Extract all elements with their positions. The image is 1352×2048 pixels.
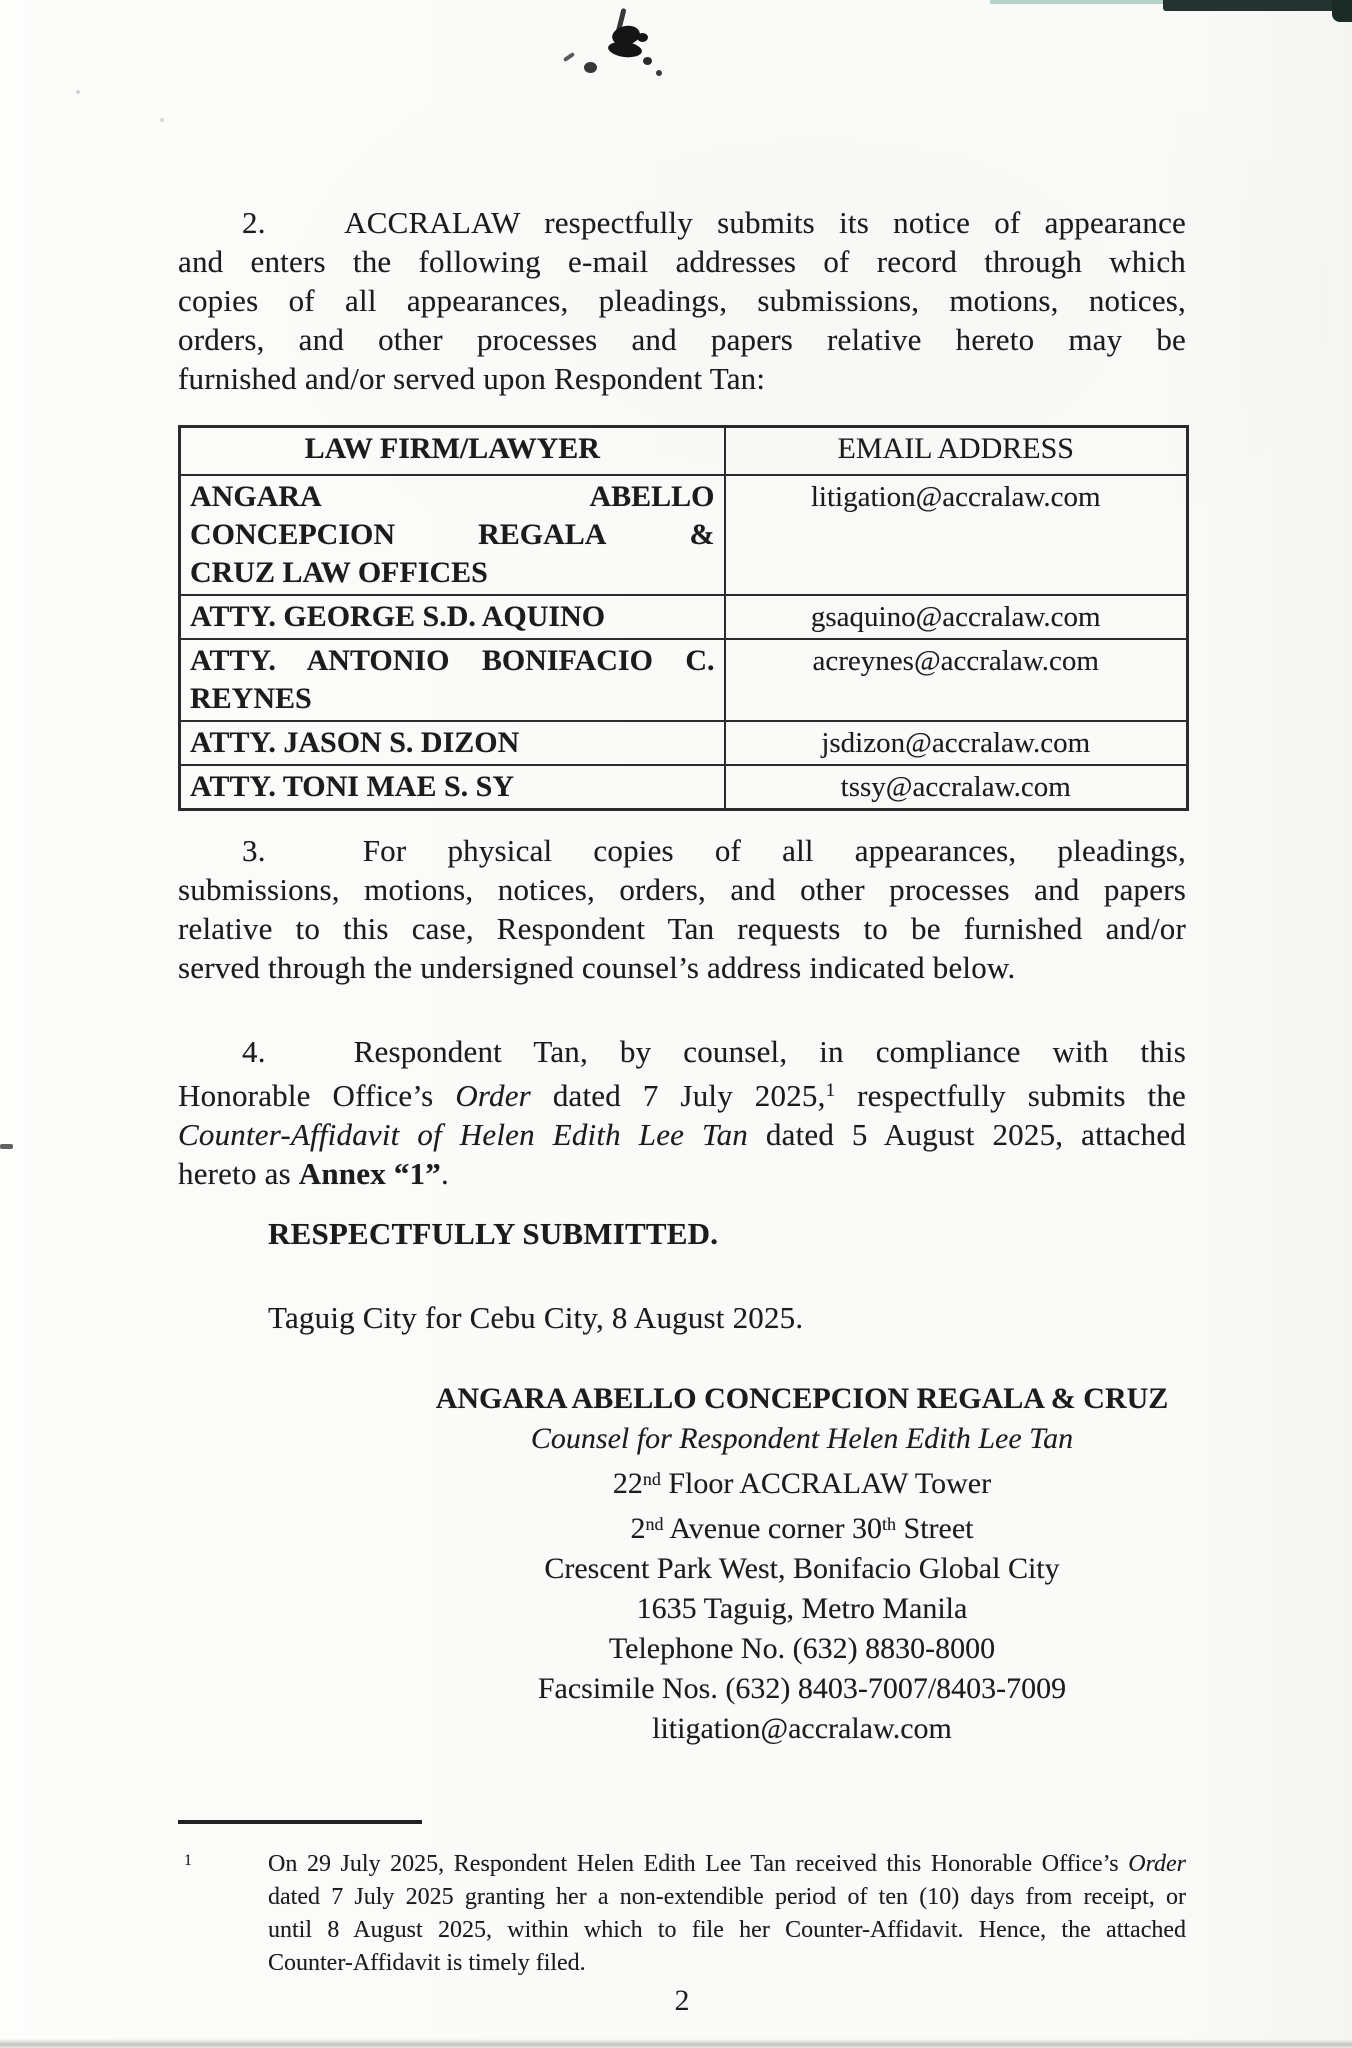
lawfirm-line: CRUZ LAW OFFICES xyxy=(190,556,488,589)
paragraph-text: Respondent Tan, by counsel, in compliance with this xyxy=(353,1034,1186,1069)
closing-submitted xyxy=(178,1214,1186,1253)
lawfirm-line: CONCEPCION REGALA & xyxy=(190,518,715,551)
footnote-marker: 1 xyxy=(184,1852,192,1869)
lawyer-cell: ATTY. GEORGE S.D. AQUINO xyxy=(180,595,725,639)
address-line-2: 2nd Avenue corner 30th Street xyxy=(630,1512,974,1545)
order-italic: Order xyxy=(455,1078,531,1113)
paragraph-3 xyxy=(178,831,1186,987)
footnote xyxy=(178,1848,1186,1980)
counter-affidavit-italic: Counter-Affidavit of Helen Edith Lee Tan xyxy=(178,1117,748,1152)
firm-name: ANGARA ABELLO CONCEPCION REGALA & CRUZ xyxy=(435,1382,1169,1415)
closing-dateline xyxy=(178,1298,1186,1337)
lawyer-cell: ATTY. JASON S. DIZON xyxy=(180,721,725,765)
footnote-line: On 29 July 2025, Respondent Helen Edith Lee Tan received this Honorable Office’s Order xyxy=(268,1851,1187,1877)
paragraph-line: Counter-Affidavit of Helen Edith Lee Tan dated 5 August 2025, attached xyxy=(178,1117,1186,1152)
facsimile-line: Facsimile Nos. (632) 8403-7007/8403-7009 xyxy=(537,1672,1067,1705)
counsel-email-table-wrap xyxy=(178,425,1186,811)
paragraph-line: hereto as Annex “1”. xyxy=(178,1156,449,1191)
paragraph-text: furnished and/or served upon Respondent Tan: xyxy=(178,361,766,396)
email-cell: litigation@accralaw.com xyxy=(725,475,1188,595)
table-header-row xyxy=(180,427,1188,476)
lawfirm-line: ANGARA ABELLO xyxy=(190,480,715,513)
paragraph-line xyxy=(178,281,1186,320)
paragraph-line: Honorable Office’s Order dated 7 July 2025,$^1$ respectfully submits the xyxy=(178,1078,1186,1113)
paragraph-line xyxy=(178,359,1186,398)
table-row xyxy=(180,765,1188,810)
paragraph-text: and enters the following e-mail addresses of record through which xyxy=(178,244,1186,279)
document-body xyxy=(178,0,1187,2017)
scan-dark-bar-corner xyxy=(1332,0,1352,22)
email-cell: tssy@accralaw.com xyxy=(725,765,1188,810)
telephone-line: Telephone No. (632) 8830-8000 xyxy=(608,1632,996,1665)
footnote-line: Counter-Affidavit is timely filed. xyxy=(268,1950,586,1976)
paragraph-number: 2. xyxy=(242,205,266,240)
paragraph-text: For physical copies of all appearances, pleadings, xyxy=(362,833,1186,868)
table-row xyxy=(180,595,1188,639)
email-cell: gsaquino@accralaw.com xyxy=(725,595,1188,639)
scan-bottom-edge xyxy=(0,2039,1352,2048)
place-date: Taguig City for Cebu City, 8 August 2025. xyxy=(268,1300,804,1335)
margin-mark xyxy=(0,1144,13,1149)
footnote-separator xyxy=(178,1820,422,1824)
paragraph-line xyxy=(178,909,1186,948)
footnote-line: dated 7 July 2025 granting her a non-extendible period of ten (10) days from receipt, or xyxy=(268,1884,1186,1910)
lawfirm-cell xyxy=(180,475,725,595)
respectfully-submitted: RESPECTFULLY SUBMITTED. xyxy=(268,1216,719,1251)
email-cell: acreynes@accralaw.com xyxy=(725,639,1188,721)
paragraph-line xyxy=(178,1032,1186,1071)
lawyer-cell: ATTY. ANTONIO BONIFACIO C. REYNES xyxy=(180,639,725,721)
counsel-email-table xyxy=(178,425,1189,811)
address-line-3: Crescent Park West, Bonifacio Global City xyxy=(544,1552,1060,1585)
address-line-4: 1635 Taguig, Metro Manila xyxy=(636,1592,968,1625)
paragraph-text: submissions, motions, notices, orders, and other processes and papers xyxy=(178,872,1186,907)
table-row xyxy=(180,721,1188,765)
paragraph-4 xyxy=(178,1032,1186,1193)
paragraph-line xyxy=(178,870,1186,909)
signature-block xyxy=(178,1379,1186,1749)
footnote-reference: 1 xyxy=(825,1080,836,1101)
paragraph-text: ACCRALAW respectfully submits its notice of appearance xyxy=(344,205,1186,240)
paragraph-line xyxy=(178,203,1186,242)
paragraph-text: relative to this case, Respondent Tan requests to be furnished and/or xyxy=(178,911,1186,946)
email-cell: jsdizon@accralaw.com xyxy=(725,721,1188,765)
paragraph-number: 4. xyxy=(242,1034,266,1069)
paragraph-text: served through the undersigned counsel’s address indicated below. xyxy=(178,950,1016,985)
paragraph-line xyxy=(178,948,1186,987)
address-line-1: 22nd Floor ACCRALAW Tower xyxy=(612,1467,992,1500)
counsel-role: Counsel for Respondent Helen Edith Lee Tan xyxy=(530,1422,1074,1455)
col-header-lawfirm: LAW FIRM/LAWYER xyxy=(180,427,725,476)
table-row xyxy=(180,639,1188,721)
lawyer-cell: ATTY. TONI MAE S. SY xyxy=(180,765,725,810)
table-row xyxy=(180,475,1188,595)
order-italic: Order xyxy=(1128,1851,1187,1877)
paper-speck xyxy=(160,118,164,122)
paragraph-2 xyxy=(178,203,1186,398)
scan-dark-bar xyxy=(1163,0,1352,11)
annex-bold: Annex “1” xyxy=(298,1156,441,1191)
paragraph-number: 3. xyxy=(242,833,266,868)
paper-speck xyxy=(76,90,80,94)
paragraph-line xyxy=(178,831,1186,870)
col-header-email: EMAIL ADDRESS xyxy=(725,427,1188,476)
paragraph-line xyxy=(178,320,1186,359)
paragraph-line xyxy=(178,242,1186,281)
paragraph-text: copies of all appearances, pleadings, submissions, motions, notices, xyxy=(178,283,1186,318)
footnote-line: until 8 August 2025, within which to file her Counter-Affidavit. Hence, the attached xyxy=(268,1917,1186,1943)
paragraph-text: orders, and other processes and papers relative hereto may be xyxy=(178,322,1186,357)
firm-email: litigation@accralaw.com xyxy=(652,1712,952,1745)
page-number: 2 xyxy=(674,1984,690,2017)
